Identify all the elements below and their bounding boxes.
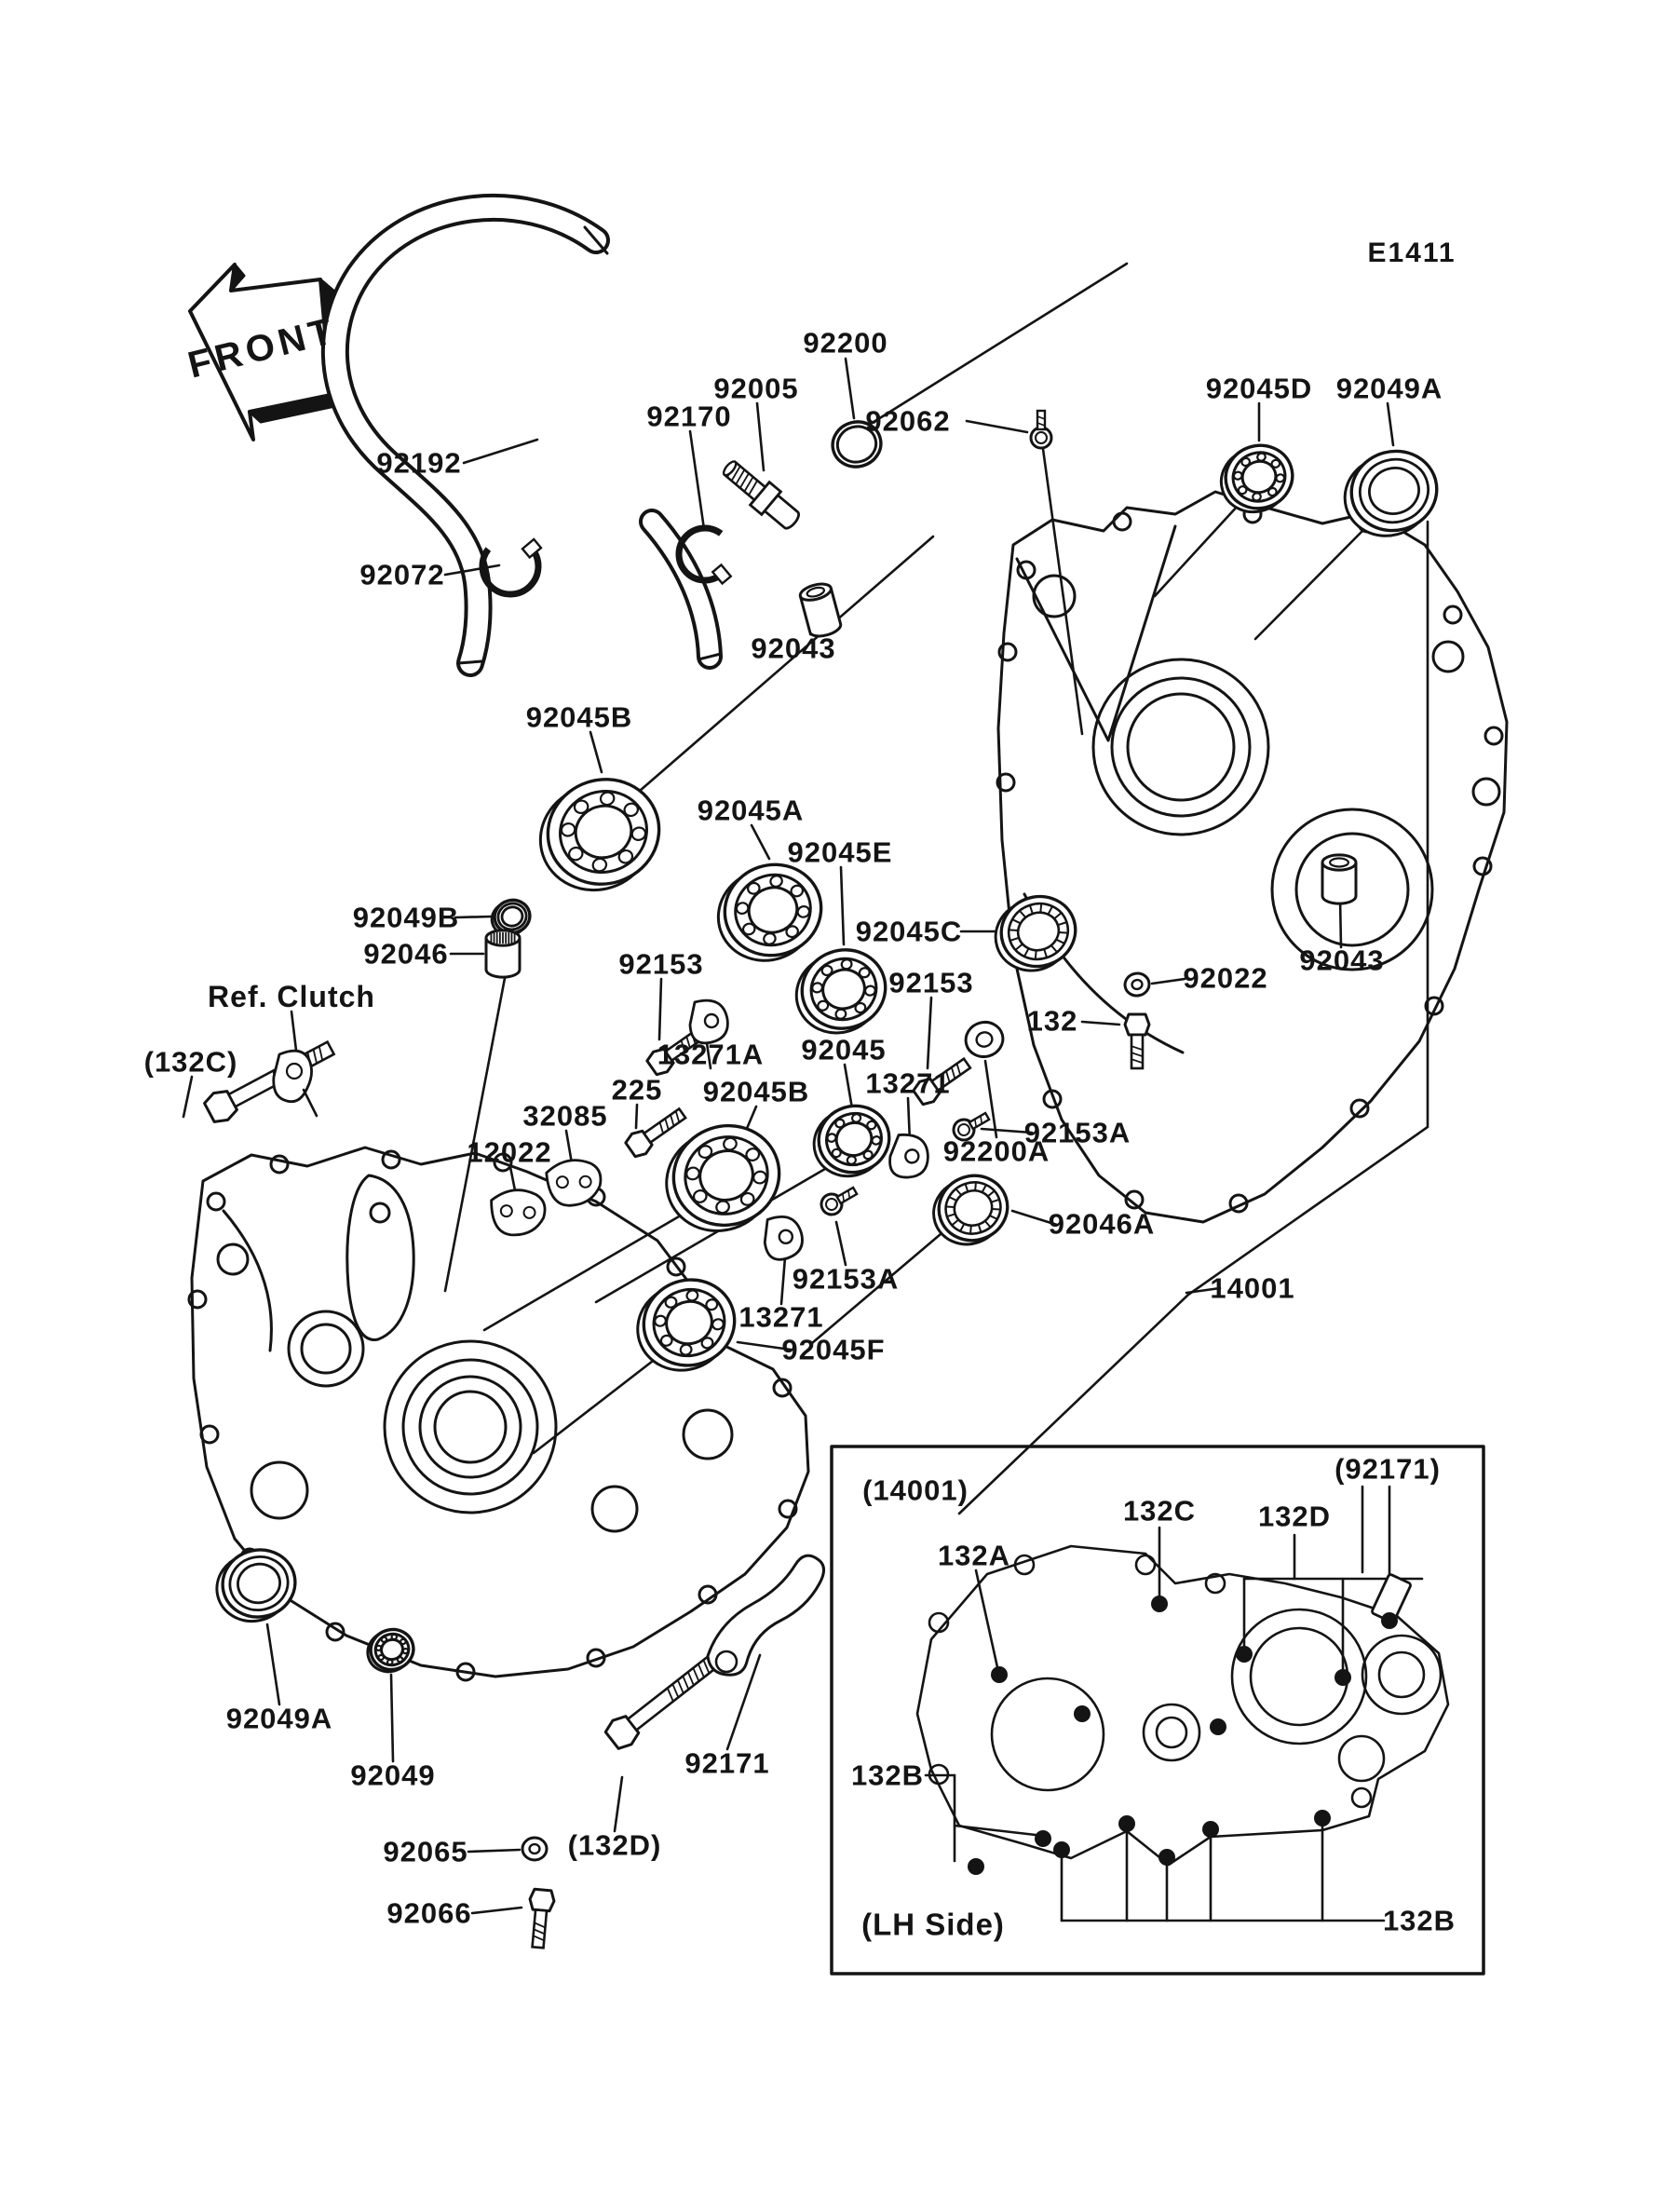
seal-92049A-top [1335, 441, 1447, 545]
label-92022: 92022 [1183, 961, 1268, 995]
tab-13271A [690, 1000, 727, 1043]
dowel-92043-right [1322, 855, 1356, 903]
label-92045-mid: 92045 [801, 1033, 887, 1066]
label-92049B: 92049B [352, 901, 460, 934]
label-14001: 14001 [1210, 1271, 1295, 1305]
bearing-92045A [706, 852, 834, 973]
label-92043-top: 92043 [751, 631, 836, 665]
label-92062: 92062 [865, 404, 951, 438]
label-92049: 92049 [350, 1759, 436, 1792]
label-132B-left: 132B [850, 1759, 925, 1792]
label-92049A-top: 92049A [1335, 372, 1443, 405]
label-92200A: 92200A [942, 1134, 1050, 1168]
lever-92171 [708, 1555, 824, 1675]
plate-12022 [489, 1186, 549, 1239]
label-225: 225 [611, 1073, 663, 1107]
bearing-92045F [626, 1269, 747, 1382]
label-132C-paren: (132C) [143, 1045, 238, 1079]
bolt-132 [1125, 1014, 1149, 1068]
label-92049A-bottom: 92049A [225, 1702, 333, 1735]
label-92045B-lower: 92045B [702, 1075, 810, 1108]
bearing-92045D [1213, 437, 1301, 521]
seal-92049A-bottom [210, 1543, 303, 1628]
label-13271-upper: 13271 [865, 1066, 951, 1100]
bearing-92045E [785, 939, 896, 1043]
lever-ref-clutch [274, 1051, 317, 1116]
tab-13271-lower [763, 1215, 804, 1261]
label-132: 132 [1026, 1004, 1078, 1038]
label-132D-paren: (132D) [567, 1828, 662, 1862]
sleeve-92043-top [798, 581, 842, 639]
label-132B-right: 132B [1382, 1904, 1456, 1937]
label-92043-right: 92043 [1299, 944, 1385, 977]
label-14001-paren: (14001) [862, 1473, 969, 1507]
right-crankcase-half [997, 492, 1507, 1222]
label-32085: 32085 [522, 1099, 608, 1133]
bearing-92049 [363, 1624, 418, 1677]
screw-92062 [1031, 411, 1051, 448]
label-132D-inset: 132D [1257, 1500, 1332, 1533]
label-92170: 92170 [646, 400, 732, 433]
fitting-92005 [717, 455, 804, 535]
sheet-code: E1411 [1367, 238, 1456, 268]
label-92045B-top: 92045B [525, 700, 633, 734]
washer-92022 [1123, 971, 1151, 998]
breather-hose-92192 [335, 208, 721, 663]
label-92046: 92046 [363, 937, 449, 971]
label-92200: 92200 [803, 326, 888, 360]
label-92171: 92171 [684, 1746, 770, 1780]
label-132C-inset: 132C [1122, 1494, 1197, 1528]
label-92153-left: 92153 [618, 947, 704, 981]
label-92045F: 92045F [781, 1333, 886, 1366]
label-92171-paren: (92171) [1335, 1452, 1441, 1486]
label-92153-right: 92153 [888, 966, 974, 999]
bearing-92045B-top [526, 765, 674, 904]
label-92153A-left: 92153A [792, 1262, 900, 1296]
label-132A: 132A [937, 1539, 1011, 1572]
label-ref-clutch: Ref. Clutch [208, 980, 375, 1013]
label-92065: 92065 [383, 1835, 468, 1868]
washer-92065 [522, 1838, 547, 1860]
label-92072: 92072 [359, 558, 445, 591]
label-92005: 92005 [713, 372, 799, 405]
tab-13271-upper [887, 1133, 932, 1181]
bolt-92066 [526, 1889, 555, 1949]
label-92153A-right: 92153A [1023, 1116, 1131, 1149]
label-92066: 92066 [386, 1896, 472, 1930]
label-13271-lower: 13271 [738, 1300, 824, 1334]
label-92045E: 92045E [787, 835, 893, 869]
needle-92046A [925, 1167, 1017, 1253]
front-arrow-label: FRONT [183, 309, 342, 387]
label-92192: 92192 [376, 446, 462, 480]
label-13271A: 13271A [657, 1038, 765, 1071]
label-12022: 12022 [467, 1135, 552, 1169]
label-92045C: 92045C [855, 915, 963, 948]
screw-92153A-left [818, 1182, 860, 1218]
bushing-92046 [486, 930, 520, 977]
label-92045A: 92045A [697, 794, 805, 827]
label-92046A: 92046A [1048, 1207, 1156, 1241]
label-92045D: 92045D [1205, 372, 1313, 405]
washer-92200A [962, 1018, 1007, 1061]
label-lh-side: (LH Side) [861, 1907, 1005, 1942]
